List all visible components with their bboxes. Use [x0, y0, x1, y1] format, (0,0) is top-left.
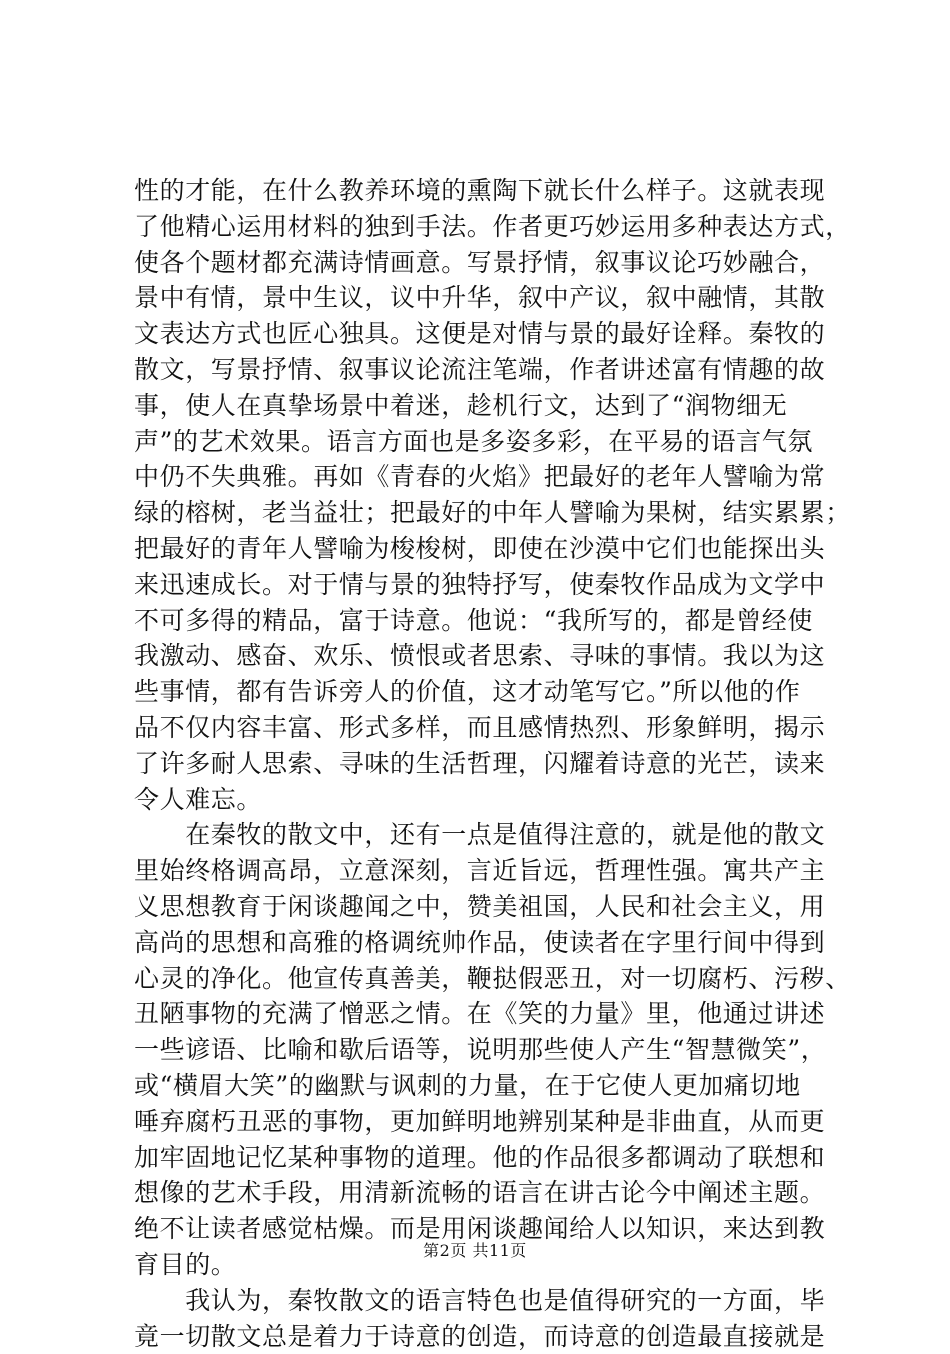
text-line: 景中有情，景中生议，议中升华，叙中产议，叙中融情，其散 — [134, 280, 834, 316]
text-line: 令人难忘。 — [134, 782, 834, 818]
text-line: 中仍不失典雅。再如《青春的火焰》把最好的老年人譬喻为常 — [134, 459, 834, 495]
paragraph-start-line: 在秦牧的散文中，还有一点是值得注意的，就是他的散文 — [134, 817, 834, 853]
page-number-footer: 第2页 共11页 — [0, 1238, 950, 1261]
text-line: 里始终格调高昂，立意深刻，言近旨远，哲理性强。寓共产主 — [134, 853, 834, 889]
text-line: 加牢固地记忆某种事物的道理。他的作品很多都调动了联想和 — [134, 1140, 834, 1176]
text-line: 些事情，都有告诉旁人的价值，这才动笔写它。”所以他的作 — [134, 674, 834, 710]
paragraph-start-line: 我认为，秦牧散文的语言特色也是值得研究的一方面，毕 — [134, 1283, 834, 1319]
text-line: 或“横眉大笑”的幽默与讽刺的力量，在于它使人更加痛切地 — [134, 1068, 834, 1104]
text-line: 事，使人在真挚场景中着迷，趁机行文，达到了“润物细无 — [134, 388, 834, 424]
text-line: 绿的榕树，老当益壮；把最好的中年人譬喻为果树，结实累累； — [134, 495, 834, 531]
text-line: 了他精心运用材料的独到手法。作者更巧妙运用多种表达方式， — [134, 209, 834, 245]
text-line: 把最好的青年人譬喻为梭梭树，即使在沙漠中它们也能探出头 — [134, 531, 834, 567]
text-line: 心灵的净化。他宣传真善美，鞭挞假恶丑，对一切腐朽、污秽、 — [134, 961, 834, 997]
body-text — [134, 173, 834, 1354]
text-line: 高尚的思想和高雅的格调统帅作品，使读者在字里行间中得到 — [134, 925, 834, 961]
text-line: 声”的艺术效果。语言方面也是多姿多彩，在平易的语言气氛 — [134, 424, 834, 460]
text-line: 育目的。 — [134, 1247, 834, 1283]
text-line: 性的才能，在什么教养环境的熏陶下就长什么样子。这就表现 — [134, 173, 834, 209]
text-line: 来迅速成长。对于情与景的独特抒写，使秦牧作品成为文学中 — [134, 567, 834, 603]
text-line: 绝不让读者感觉枯燥。而是用闲谈趣闻给人以知识，来达到教 — [134, 1211, 834, 1247]
text-line: 我激动、感奋、欢乐、愤恨或者思索、寻味的事情。我以为这 — [134, 638, 834, 674]
text-line: 一些谚语、比喻和歇后语等，说明那些使人产生“智慧微笑”， — [134, 1032, 834, 1068]
text-line: 想像的艺术手段，用清新流畅的语言在讲古论今中阐述主题。 — [134, 1175, 834, 1211]
text-line: 不可多得的精品，富于诗意。他说：“我所写的，都是曾经使 — [134, 603, 834, 639]
text-line: 唾弃腐朽丑恶的事物，更加鲜明地辨别某种是非曲直，从而更 — [134, 1104, 834, 1140]
text-line: 文表达方式也匠心独具。这便是对情与景的最好诠释。秦牧的 — [134, 316, 834, 352]
text-line: 竟一切散文总是着力于诗意的创造，而诗意的创造最直接就是 — [134, 1319, 834, 1354]
text-line: 了许多耐人思索、寻味的生活哲理，闪耀着诗意的光芒，读来 — [134, 746, 834, 782]
text-line: 义思想教育于闲谈趣闻之中，赞美祖国，人民和社会主义，用 — [134, 889, 834, 925]
text-line: 丑陋事物的充满了憎恶之情。在《笑的力量》里，他通过讲述 — [134, 996, 834, 1032]
text-line: 品不仅内容丰富、形式多样，而且感情热烈、形象鲜明，揭示 — [134, 710, 834, 746]
text-line: 散文，写景抒情、叙事议论流注笔端，作者讲述富有情趣的故 — [134, 352, 834, 388]
text-line: 使各个题材都充满诗情画意。写景抒情，叙事议论巧妙融合， — [134, 245, 834, 281]
